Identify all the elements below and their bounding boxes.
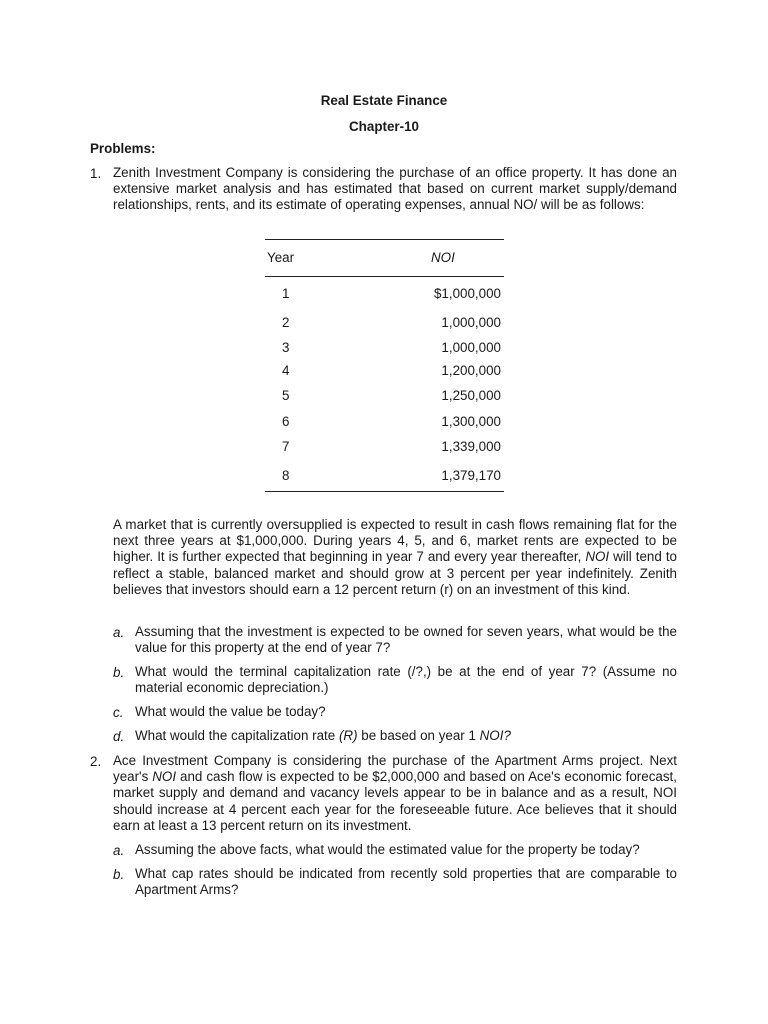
table-bottom-rule	[265, 491, 504, 492]
problem-2-body	[113, 753, 677, 834]
question-1a-letter: a.	[113, 625, 125, 640]
year-cell: 7	[282, 439, 290, 454]
problem-2-number: 2.	[90, 754, 102, 769]
year-cell: 8	[282, 468, 290, 483]
question-2a-letter: a.	[113, 843, 125, 858]
body-text: will tend to reflect a stable, balanced market and should grow at 3 percent per year indefinitely. Zenith believes that investors should earn a 12 percent return (r) on an investment of this kind.	[113, 549, 677, 597]
body-text: Ace Investment Company is considering the purchase of the Apartment Arms project. Next year's	[113, 753, 677, 785]
question-1d-letter: d.	[113, 729, 125, 744]
question-text: What would the capitalization rate	[135, 728, 339, 743]
question-2a-text: Assuming the above facts, what would the estimated value for the property be today?	[135, 842, 640, 857]
noi-cell: 1,379,170	[441, 468, 501, 483]
noi-cell: 1,000,000	[441, 315, 501, 330]
noi-cell: $1,000,000	[433, 286, 501, 301]
noi-term: NOI	[152, 769, 177, 785]
question-1c-letter: c.	[113, 705, 124, 720]
noi-cell: 1,339,000	[441, 439, 501, 454]
question-1b-text: What would the terminal capitalization rate (/?,) be at the end of year 7? (Assume no material economic depreciation.)	[135, 664, 677, 696]
question-2b-letter: b.	[113, 867, 125, 882]
table-row	[265, 439, 504, 457]
table-row	[265, 286, 504, 304]
question-1b-letter: b.	[113, 665, 125, 680]
year-cell: 2	[282, 315, 290, 330]
question-2b-text: What cap rates should be indicated from recently sold properties that are comparable to Apartment Arms?	[135, 866, 677, 898]
noi-cell: 1,000,000	[441, 340, 501, 355]
table-header-year: Year	[267, 250, 295, 265]
table-row	[265, 315, 504, 333]
noi-cell: 1,300,000	[441, 414, 501, 429]
document-title: Real Estate Finance	[320, 93, 448, 108]
section-heading: Problems:	[90, 141, 156, 156]
problem-1-intro: Zenith Investment Company is considering the purchase of an office property. It has done an extensive market analysis and has estimated that based on current market supply/demand relationships, rents, and its estimate of operating expenses, annual NO/ will be as follows:	[113, 165, 677, 213]
chapter-title: Chapter-10	[349, 119, 419, 134]
question-1a-text: Assuming that the investment is expected to be owned for seven years, what would be the value for this property at the end of year 7?	[135, 624, 677, 656]
noi-term: NOI?	[479, 728, 511, 743]
table-row	[265, 363, 504, 381]
body-text: A market that is currently oversupplied is expected to result in cash flows remaining flat for the next three years at $1,000,000. During years 4, 5, and 6, market rents are expected to be higher. It is further expected that beginning in year 7 and every year thereafter,	[113, 517, 677, 565]
table-row	[265, 414, 504, 432]
question-text: be based on year 1	[357, 728, 480, 743]
year-cell: 3	[282, 340, 290, 355]
problem-1-body	[113, 517, 677, 598]
year-cell: 4	[282, 363, 290, 378]
table-top-rule	[265, 239, 504, 240]
year-cell: 1	[282, 286, 290, 301]
table-row	[265, 468, 504, 486]
year-cell: 5	[282, 388, 290, 403]
noi-term: NOI	[585, 549, 610, 565]
table-row	[265, 340, 504, 358]
problem-1-number: 1.	[90, 166, 102, 181]
question-1c-text: What would the value be today?	[135, 704, 326, 719]
table-header-rule	[265, 276, 504, 277]
noi-cell: 1,200,000	[441, 363, 501, 378]
table-row	[265, 388, 504, 406]
noi-cell: 1,250,000	[441, 388, 501, 403]
year-cell: 6	[282, 414, 290, 429]
body-text: and cash flow is expected to be $2,000,000 and based on Ace's economic forecast, market supply and demand and vacancy levels appear to be in balance and as a result, NOI should increase at 4 percent each year for the foreseeable future. Ace believes that it should earn at least a 13 percent return on its investment.	[113, 769, 677, 833]
question-1d-text	[135, 728, 677, 744]
r-term: (R)	[338, 728, 358, 743]
table-header-noi: NOI	[431, 250, 455, 265]
